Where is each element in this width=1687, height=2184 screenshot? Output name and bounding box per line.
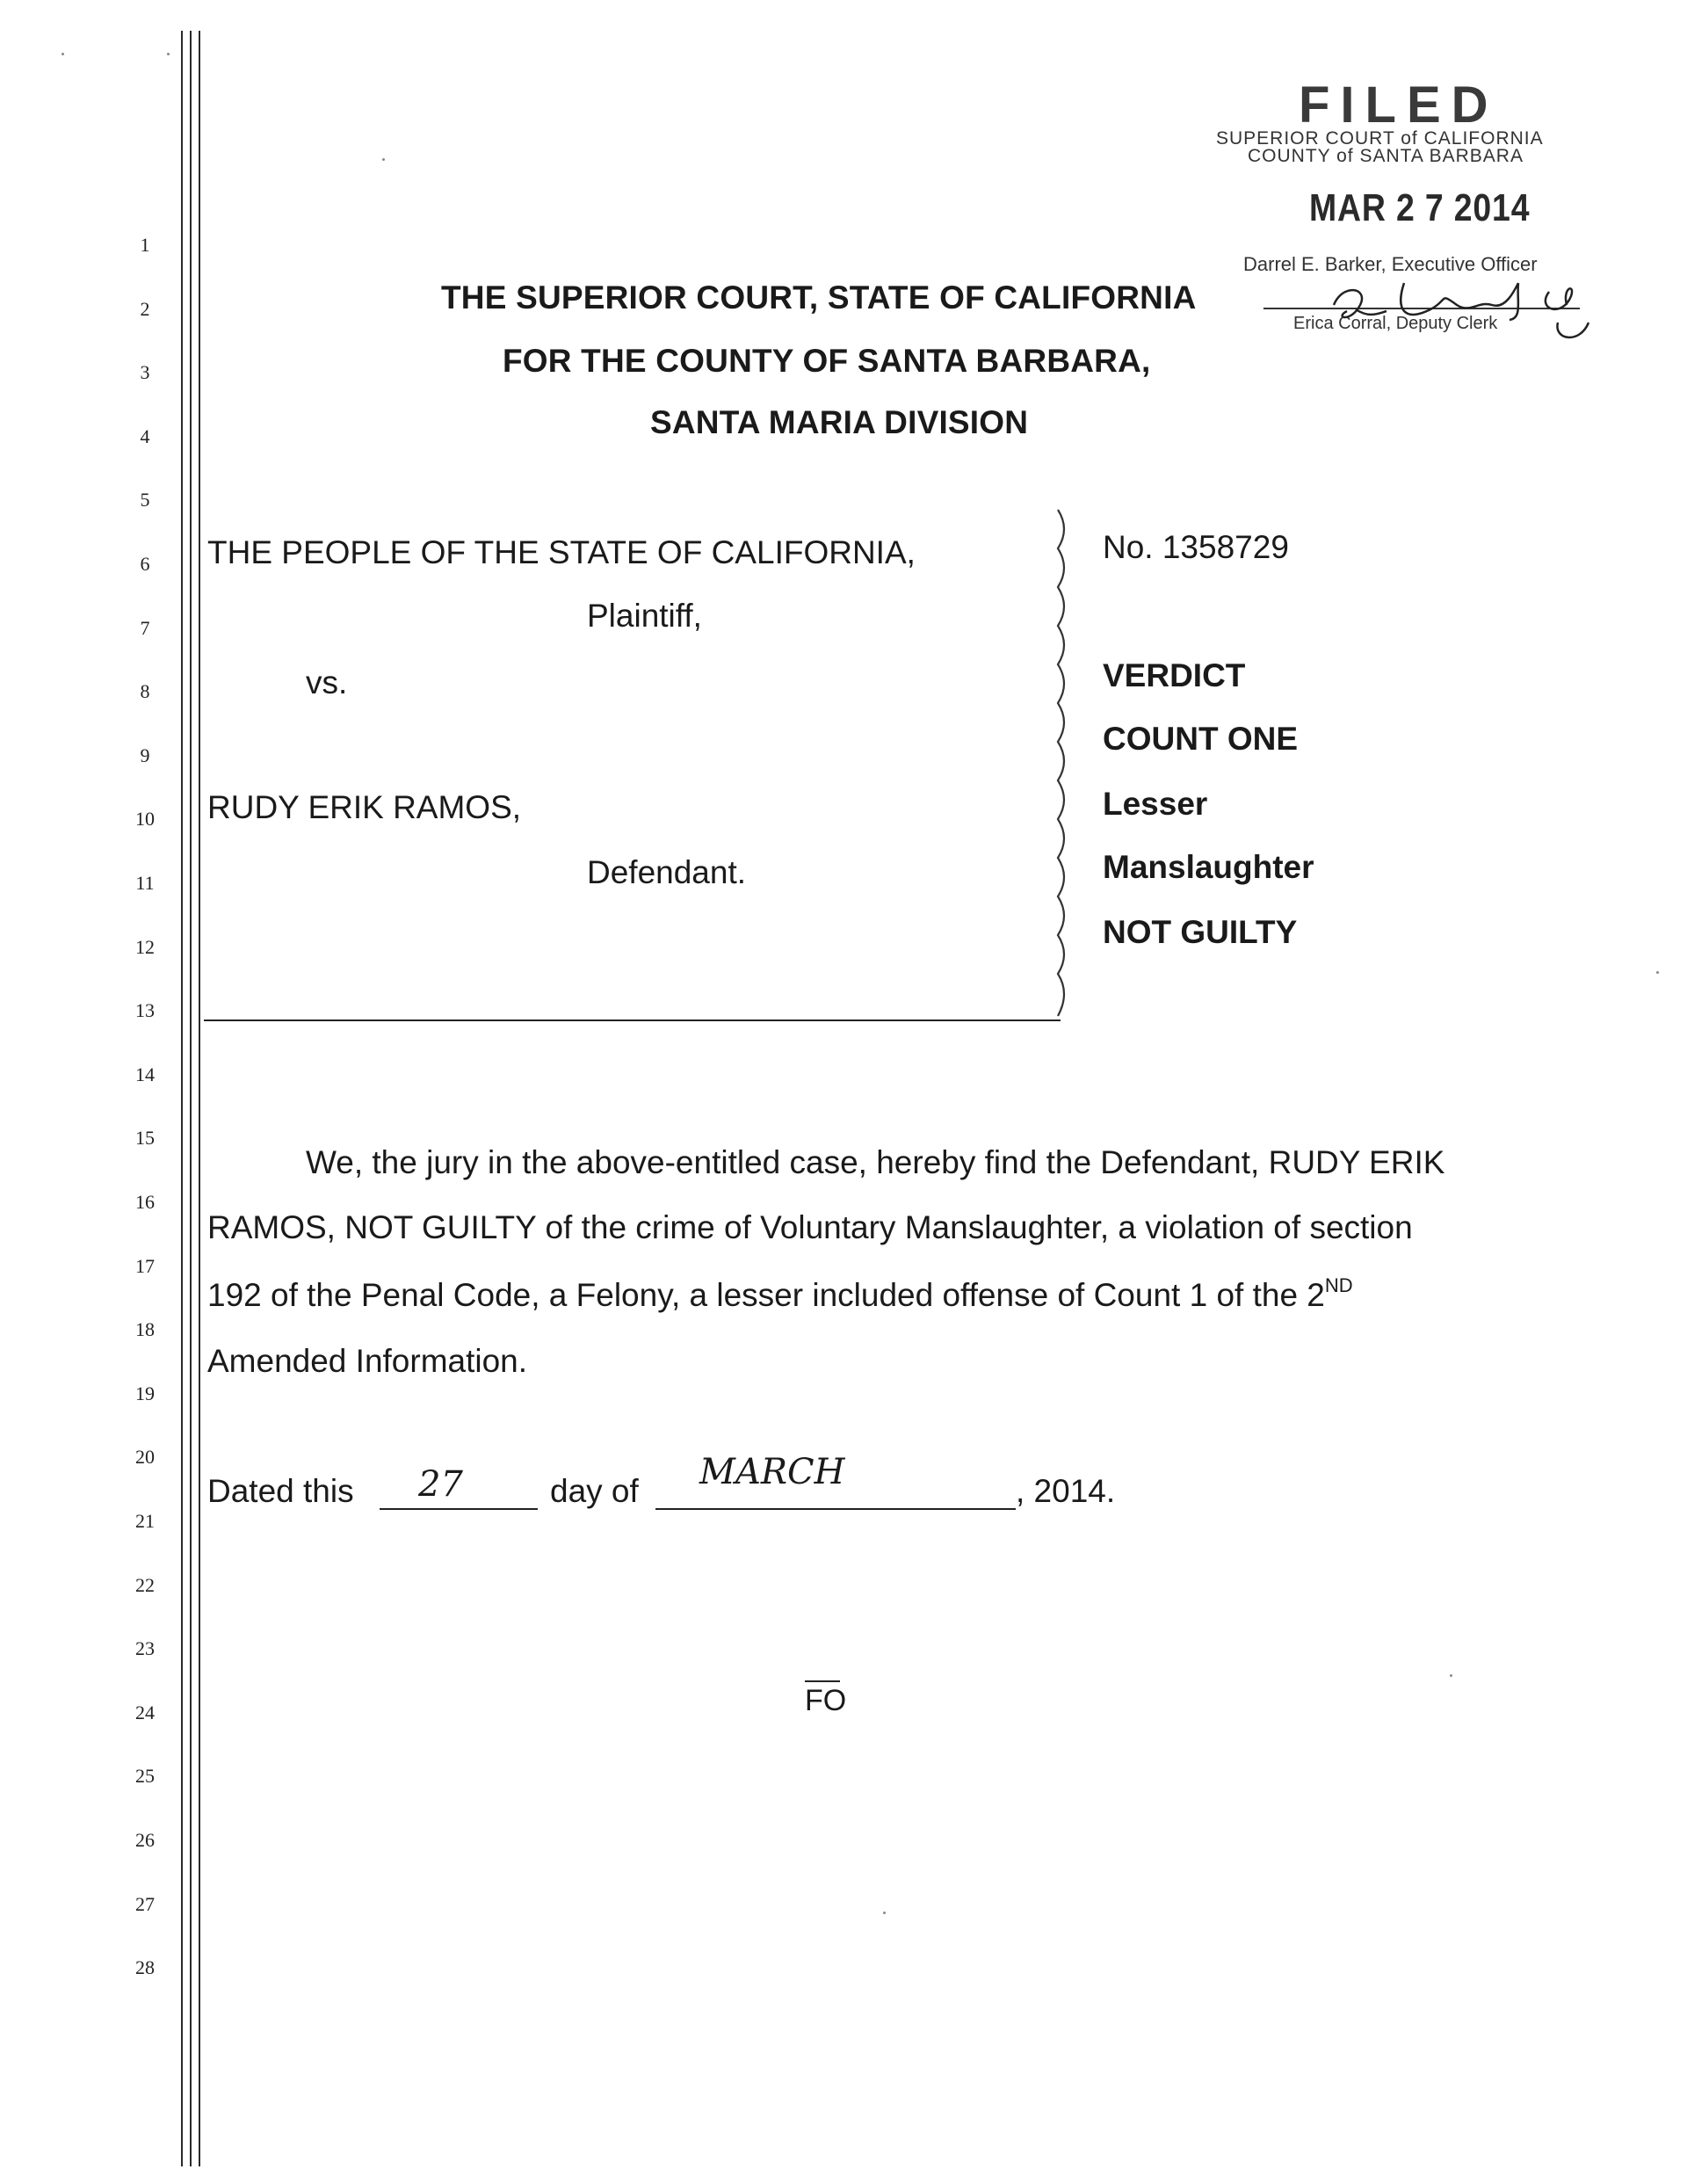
line-number: 1 <box>140 234 150 256</box>
verdict-line4: Amended Information. <box>207 1343 528 1379</box>
line-number: 18 <box>135 1318 155 1341</box>
line-number: 21 <box>135 1510 155 1532</box>
scan-speck <box>1656 971 1659 974</box>
verdict-ordinal-suffix: ND <box>1324 1274 1353 1296</box>
clerk-signature <box>1307 257 1606 353</box>
scan-speck <box>883 1912 886 1914</box>
title-count: COUNT ONE <box>1103 721 1298 757</box>
line-number: 20 <box>135 1446 155 1469</box>
verdict-line1: We, the jury in the above-entitled case, hereby find the Defendant, RUDY ERIK <box>306 1144 1445 1180</box>
scan-speck <box>382 158 385 161</box>
line-number: 3 <box>140 361 150 384</box>
line-number: 22 <box>135 1573 155 1596</box>
margin-rule <box>181 31 183 2166</box>
line-number: 6 <box>140 553 150 575</box>
dated-day: 27 <box>418 1464 463 1505</box>
title-verdict: VERDICT <box>1103 657 1246 693</box>
line-number: 5 <box>140 489 150 512</box>
stamp-court-line1: SUPERIOR COURT of CALIFORNIA <box>1216 128 1544 149</box>
versus: vs. <box>306 664 348 700</box>
dated-month: MARCH <box>699 1452 845 1492</box>
stamp-date: MAR 2 7 2014 <box>1309 186 1531 229</box>
line-number: 25 <box>135 1765 155 1788</box>
line-number: 28 <box>135 1956 155 1979</box>
court-heading-line3: SANTA MARIA DIVISION <box>650 404 1029 440</box>
line-number: 9 <box>140 744 150 766</box>
plaintiff-name: THE PEOPLE OF THE STATE OF CALIFORNIA, <box>207 534 916 570</box>
month-blank <box>655 1508 1016 1510</box>
dated-prefix: Dated this <box>207 1473 354 1509</box>
line-number: 13 <box>135 999 155 1022</box>
court-heading-line1: THE SUPERIOR COURT, STATE OF CALIFORNIA <box>441 279 1197 316</box>
line-number: 8 <box>140 680 150 703</box>
line-number: 23 <box>135 1637 155 1660</box>
verdict-line3: 192 of the Penal Code, a Felony, a lesser included offense of Count 1 of the 2ND <box>207 1274 1353 1313</box>
scan-speck <box>62 53 64 55</box>
day-blank <box>380 1508 538 1510</box>
line-number: 15 <box>135 1127 155 1150</box>
foreperson-label: FO <box>805 1680 840 1718</box>
line-number: 27 <box>135 1892 155 1915</box>
scan-speck <box>1450 1674 1452 1677</box>
line-number: 14 <box>135 1063 155 1085</box>
line-number: 11 <box>135 872 155 894</box>
line-number: 10 <box>135 808 155 831</box>
stamp-clerk: Erica Corral, Deputy Clerk <box>1293 314 1498 333</box>
line-number: 17 <box>135 1254 155 1277</box>
defendant-name: RUDY ERIK RAMOS, <box>207 789 522 825</box>
caption-brace <box>1054 510 1077 1019</box>
dated-mid: day of <box>550 1473 639 1509</box>
line-number: 12 <box>135 935 155 958</box>
title-finding: NOT GUILTY <box>1103 914 1298 950</box>
line-number: 2 <box>140 297 150 320</box>
line-number: 24 <box>135 1701 155 1723</box>
line-number: 4 <box>140 424 150 447</box>
title-offense: Manslaughter <box>1103 849 1314 885</box>
verdict-line2: RAMOS, NOT GUILTY of the crime of Voluntary Manslaughter, a violation of section <box>207 1209 1413 1245</box>
court-heading-line2: FOR THE COUNTY OF SANTA BARBARA, <box>503 343 1151 379</box>
stamp-court-line2: COUNTY of SANTA BARBARA <box>1248 146 1524 166</box>
filed-stamp-title: FILED <box>1299 76 1499 134</box>
stamp-officer: Darrel E. Barker, Executive Officer <box>1243 253 1538 275</box>
case-number: No. 1358729 <box>1103 529 1289 565</box>
margin-rule <box>190 31 192 2166</box>
plaintiff-role: Plaintiff, <box>587 598 702 634</box>
caption-bottom-rule <box>204 1019 1061 1021</box>
line-number: 16 <box>135 1191 155 1213</box>
scan-speck <box>167 53 170 55</box>
margin-rule <box>199 31 200 2166</box>
title-lesser: Lesser <box>1103 786 1208 822</box>
line-number: 7 <box>140 616 150 639</box>
dated-suffix: , 2014. <box>1016 1473 1116 1509</box>
line-number: 26 <box>135 1829 155 1851</box>
line-number: 19 <box>135 1382 155 1404</box>
defendant-role: Defendant. <box>587 854 747 890</box>
